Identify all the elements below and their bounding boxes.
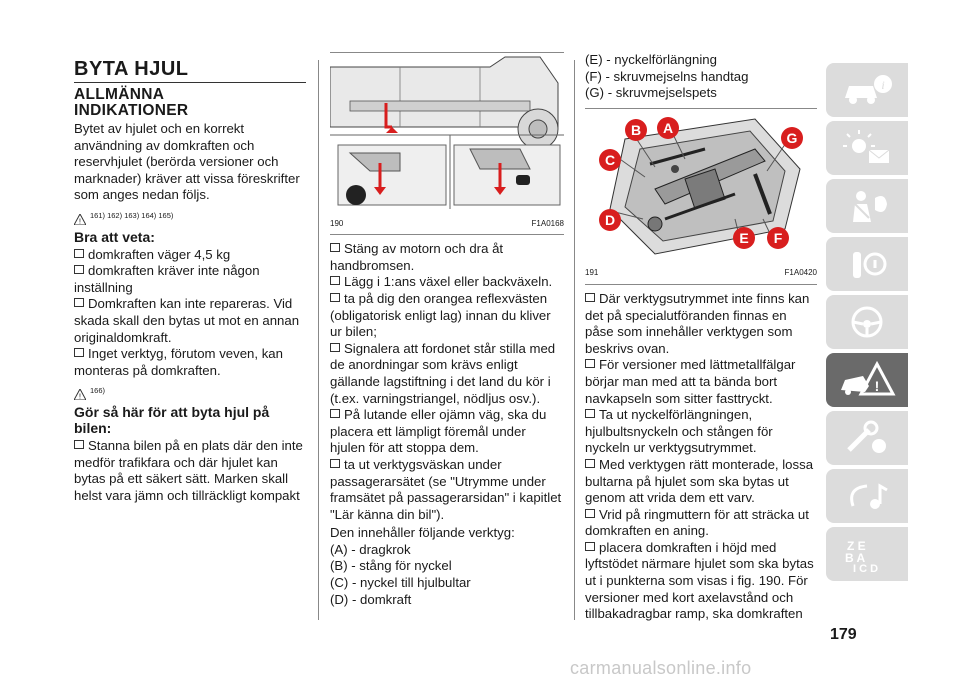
checkbox-bullet-icon: [585, 409, 595, 418]
bullet-text: Stäng av motorn och dra åt handbromsen.: [330, 241, 504, 273]
bullet-item: [330, 241, 564, 274]
tool-item: (B) - stång för nyckel: [330, 558, 452, 574]
callout-label: C: [599, 149, 621, 171]
bullet-text: ta ut verktygsväskan under passagerarsätet (se "Utrymme under framsätet på passagerarsidan" i kapitlet "Lär känna din bil").: [330, 456, 562, 522]
tab-car-info[interactable]: [826, 63, 908, 117]
warning-triangle-icon: [74, 389, 86, 400]
warning-refs: [74, 208, 306, 225]
good-to-know-heading: Bra att veta:: [74, 228, 155, 245]
svg-text:Z E: Z E: [847, 539, 866, 553]
chapter-tabs: [826, 63, 908, 585]
checkbox-bullet-icon: [330, 409, 340, 418]
section-subtitle: ALLMÄNNA INDIKATIONER: [74, 86, 189, 119]
tab-multimedia[interactable]: [826, 469, 908, 523]
checkbox-bullet-icon: [330, 293, 340, 302]
bullet-text: Inget verktyg, förutom veven, kan monteras på domkraften.: [74, 346, 283, 378]
tool-item: (F) - skruvmejselns handtag: [585, 68, 749, 84]
warning-lights-icon: [839, 130, 895, 166]
tab-index[interactable]: [826, 527, 908, 581]
bullet-item: [585, 291, 817, 357]
emergency-icon: [837, 360, 897, 400]
callout-label: D: [599, 209, 621, 231]
tab-warning-lights[interactable]: [826, 121, 908, 175]
figure-190-number: 190: [330, 218, 344, 228]
bullet-text: Där verktygsutrymmet inte finns kan det på specialutföranden finnas en påse som innehåller verktygen som beskrivs ovan.: [585, 290, 810, 356]
column-1: [74, 58, 306, 504]
warning-refs-text: 161) 162) 163) 164) 165): [90, 210, 174, 220]
figure-190-caption: [330, 214, 564, 235]
title-rule: [74, 82, 306, 83]
index-icon: [839, 536, 895, 572]
svg-text:B A: B A: [845, 551, 866, 565]
figure-191-code: F1A0420: [784, 268, 817, 278]
bullet-text: På lutande eller ojämn väg, ska du placera ett lämpligt föremål under hjulen för att stoppa dem.: [330, 407, 547, 456]
bullet-item: [74, 346, 306, 379]
tool-item: (D) - domkraft: [330, 591, 412, 607]
checkbox-bullet-icon: [74, 440, 84, 449]
tool-item: (E) - nyckelförlängning: [585, 52, 717, 67]
svg-text:!: !: [79, 393, 81, 400]
tool-item: (C) - nyckel till hjulbultar: [330, 575, 471, 591]
checkbox-bullet-icon: [330, 343, 340, 352]
page-title: BYTA HJUL: [74, 58, 189, 80]
callout-label: A: [657, 117, 679, 139]
checkbox-bullet-icon: [585, 359, 595, 368]
svg-text:!: !: [874, 378, 880, 394]
intro-paragraph: Bytet av hjulet och en korrekt användning av domkraften och reservhjulet (berörda versioner och marknader) kräver att vissa föreskrifter som anges nedan följs.: [74, 121, 300, 203]
seatbelt-airbag-icon: [839, 188, 895, 224]
callout-label: F: [767, 227, 789, 249]
bullet-text: Med verktygen rätt monterade, lossa bultarna på hjulet som ska bytas ut genom att vrida dem ett varv.: [585, 456, 814, 506]
figure-190-code: F1A0168: [531, 218, 564, 228]
svg-text:i: i: [881, 78, 885, 92]
bullet-text: Ta ut nyckelförlängningen, hjulbultsnyckeln och stången för nyckeln ur verktygsutrymmet.: [585, 407, 773, 456]
bullet-item: [330, 274, 564, 291]
checkbox-bullet-icon: [330, 276, 340, 285]
checkbox-bullet-icon: [74, 249, 84, 258]
checkbox-bullet-icon: [330, 459, 340, 468]
checkbox-bullet-icon: [330, 243, 340, 252]
svg-text:!: !: [79, 218, 81, 225]
warning-refs-2: [74, 383, 306, 400]
tool-item: (G) - skruvmejselspets: [585, 85, 717, 101]
car-info-icon: [839, 72, 895, 108]
callout-label: B: [625, 119, 647, 141]
ignition-icon: [839, 246, 895, 282]
bullet-item: [330, 457, 564, 523]
column-divider: [318, 60, 319, 620]
figure-191-caption: [585, 263, 817, 284]
warning-triangle-icon: [74, 214, 86, 225]
bullet-text: Domkraften kan inte repareras. Vid skada skall den bytas ut mot en annan originaldomkraft.: [74, 296, 300, 345]
checkbox-bullet-icon: [585, 542, 595, 551]
bullet-item: [74, 438, 306, 504]
bullet-text: Vrid på ringmuttern för att sträcka ut domkraften en aning.: [585, 506, 809, 539]
bullet-item: [74, 296, 306, 346]
tab-emergency[interactable]: [826, 353, 908, 407]
bullet-item: [74, 247, 306, 264]
multimedia-icon: [839, 478, 895, 514]
steering-wheel-icon: [839, 304, 895, 340]
checkbox-bullet-icon: [74, 348, 84, 357]
column-3: [585, 52, 817, 623]
bullet-text: För versioner med lättmetallfälgar börjar man med att ta bända bort navkapseln som sitter fasttryckt.: [585, 357, 796, 406]
tools-intro: Den innehåller följande verktyg:: [330, 525, 515, 541]
van-jack-point-illustration: [330, 53, 564, 209]
checkbox-bullet-icon: [585, 459, 595, 468]
figure-191-number: 191: [585, 268, 599, 278]
checkbox-bullet-icon: [585, 509, 595, 518]
bullet-text: domkraften väger 4,5 kg: [88, 246, 231, 262]
bullet-text: Stanna bilen på en plats där den inte medför trafikfara och där hjulet kan bytas på ett säkert sätt. Marken skall helst vara jämn och tillräckligt kompakt: [74, 437, 303, 503]
bullet-item: [585, 407, 817, 457]
checkbox-bullet-icon: [74, 298, 84, 307]
watermark: carmanualsonline.info: [570, 658, 752, 678]
bullet-text: ta på dig den orangea reflexvästen (obligatorisk enligt lag) innan du kliver ur bilen;: [330, 290, 551, 340]
figure-191: [585, 108, 817, 285]
tool-item: (A) - dragkrok: [330, 541, 411, 557]
bullet-item: [585, 457, 817, 507]
bullet-text: placera domkraften i höjd med lyftstödet närmare hjulet som ska bytas ut i punkterna som visas i fig. 190. För versioner med kort axelavstånd och tillbakadragbar ramp, ska domkraften: [585, 539, 814, 622]
column-2: [330, 52, 564, 608]
bullet-text: Signalera att fordonet står stilla med de anordningar som krävs enligt gällande lagstiftning i det land du kör i (t.ex. varningstriangel, nödljus osv.).: [330, 340, 556, 406]
tab-seatbelt-airbag[interactable]: [826, 179, 908, 233]
page-number: 179: [830, 626, 857, 643]
bullet-item: [585, 507, 817, 540]
column-divider-2: [574, 60, 575, 620]
bullet-item: [330, 407, 564, 457]
maintenance-icon: [839, 420, 895, 456]
bullet-item: [585, 540, 817, 623]
bullet-item: [585, 357, 817, 407]
figure-190: [330, 52, 564, 235]
callout-label: E: [733, 227, 755, 249]
tab-ignition[interactable]: [826, 237, 908, 291]
tab-maintenance[interactable]: [826, 411, 908, 465]
warning-refs-text-2: 166): [90, 386, 106, 396]
checkbox-bullet-icon: [585, 293, 595, 302]
how-to-heading: Gör så här för att byta hjul på bilen:: [74, 403, 270, 436]
callout-label: G: [781, 127, 803, 149]
tab-steering-wheel[interactable]: [826, 295, 908, 349]
svg-text:I C D: I C D: [853, 563, 879, 572]
bullet-text: domkraften kräver inte någon inställning: [74, 263, 260, 295]
bullet-item: [74, 263, 306, 296]
bullet-item: [330, 291, 564, 341]
bullet-item: [330, 341, 564, 407]
bullet-text: Lägg i 1:ans växel eller backväxeln.: [344, 274, 553, 290]
checkbox-bullet-icon: [74, 265, 84, 274]
